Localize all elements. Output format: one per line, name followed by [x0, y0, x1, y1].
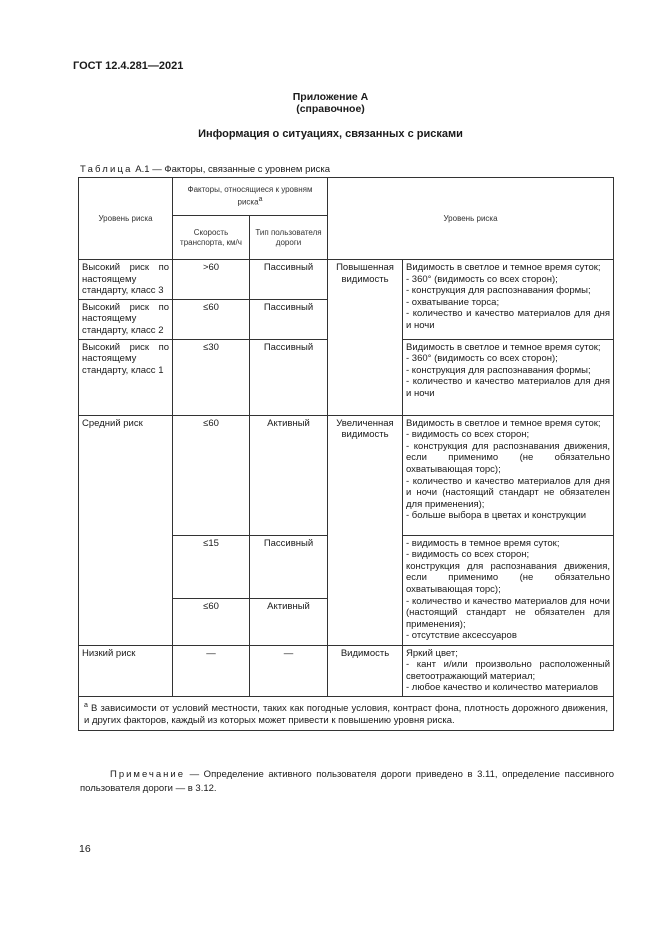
cell-level: Высокий риск по настоящему стандарту, класс 2 — [79, 299, 173, 339]
cell-user: Пассивный — [250, 535, 328, 598]
description-line: Видимость в светлое и темное время суток; — [406, 262, 601, 273]
table-note — [80, 768, 614, 796]
description-line: - количество и качество материалов для дня и ночи — [406, 308, 610, 331]
appendix-title: Приложение А — [292, 91, 369, 103]
cell-speed: ≤60 — [173, 299, 250, 339]
cell-speed: ≤60 — [173, 415, 250, 535]
cell-user: Пассивный — [250, 299, 328, 339]
description-line: - количество и качество материалов для дня и ночи (настоящий стандарт не обязателен для применения); — [406, 475, 610, 510]
cell-user: Активный — [250, 415, 328, 535]
description-line: - охватывание торса; — [406, 296, 500, 308]
table-footnote-row — [79, 696, 614, 730]
description-line: - 360° (видимость со всех сторон); — [406, 273, 558, 285]
description-line: Яркий цвет; — [406, 647, 458, 659]
description-line: - кант и/или произвольно расположенный светоотражающий материал; — [406, 659, 610, 682]
note-label: Примечание — [110, 769, 185, 780]
page-number: 16 — [79, 843, 91, 855]
document-header: ГОСТ 12.4.281—2021 — [73, 60, 184, 72]
description-line: - конструкция для распознавания движения, если применимо (не обязательно охватывающая торс); — [406, 440, 610, 475]
description-line: - любое качество и количество материалов — [406, 682, 599, 694]
header-factors-text: Факторы, относящиеся к уровням риска — [187, 185, 313, 207]
description-line: конструкция для распознавания движения, если применимо (не обязательно охватывающая торс); — [406, 560, 610, 595]
cell-speed: ≤60 — [173, 598, 250, 645]
description-line: - конструкция для распознавания формы; — [406, 364, 591, 376]
table-caption-number: А.1 — [135, 164, 150, 175]
header-risk-level-right: Уровень риска — [328, 178, 614, 260]
table-footnote — [79, 696, 614, 730]
header-risk-level: Уровень риска — [79, 178, 173, 260]
table-header-row — [79, 178, 614, 216]
section-title: Информация о ситуациях, связанных с рисками — [198, 128, 463, 140]
cell-speed: ≤15 — [173, 535, 250, 598]
table-caption-label: Таблица — [80, 164, 133, 175]
cell-speed: ≤30 — [173, 339, 250, 415]
description-line: - количество и качество материалов для ночи (настоящий стандарт не обязателен для применения); — [406, 595, 610, 630]
appendix-subtitle: (справочное) — [296, 103, 365, 115]
description-line: - конструкция для распознавания формы; — [406, 285, 591, 297]
header-factors-group — [173, 178, 328, 216]
cell-level: Высокий риск по настоящему стандарту, класс 3 — [79, 260, 173, 300]
cell-user: Активный — [250, 598, 328, 645]
cell-visibility: Увеличенная видимость — [328, 415, 403, 645]
footnote-mark: a — [84, 701, 88, 709]
table-row — [79, 415, 614, 535]
cell-description — [403, 260, 614, 340]
description-line: Видимость в светлое и темное время суток; — [406, 417, 601, 429]
description-line: - отсутствие аксессуаров — [406, 630, 517, 642]
cell-description — [403, 415, 614, 535]
cell-description — [403, 645, 614, 696]
description-line: - 360° (видимость со всех сторон); — [406, 353, 558, 365]
description-line: - видимость со всех сторон; — [406, 429, 530, 441]
cell-description — [403, 535, 614, 645]
note-text: — Определение активного пользователя дороги приведено в 3.11, определение пассивного пользователя дороги — в 3.12. — [80, 769, 614, 794]
cell-user: — — [250, 645, 328, 696]
header-user-type: Тип пользователя дороги — [250, 216, 328, 260]
table-caption — [80, 164, 330, 175]
footnote-text: В зависимости от условий местности, таких как погодные условия, контраст фона, плотность дорожного движения, и других факторов, каждый из которых может привести к повышению уровня риска. — [84, 703, 608, 727]
header-footnote-mark: a — [258, 196, 263, 204]
description-line: - количество и качество материалов для дня и ночи — [406, 376, 610, 399]
cell-level: Средний риск — [79, 415, 173, 645]
description-line: Видимость в светлое и темное время суток; — [406, 341, 601, 353]
header-speed: Скорость транспорта, км/ч — [173, 216, 250, 260]
cell-description — [403, 339, 614, 415]
cell-speed: — — [173, 645, 250, 696]
cell-speed: >60 — [173, 260, 250, 300]
table-caption-text: — Факторы, связанные с уровнем риска — [152, 164, 331, 175]
description-line: - видимость со всех сторон; — [406, 549, 530, 561]
description-line: - видимость в темное время суток; — [406, 537, 560, 549]
cell-visibility: Видимость — [328, 645, 403, 696]
cell-visibility: Повышенная видимость — [328, 260, 403, 416]
description-line: - больше выбора в цветах и конструкции — [406, 510, 587, 522]
cell-user: Пассивный — [250, 260, 328, 300]
risk-factors-table — [78, 177, 614, 731]
table-row — [79, 260, 614, 300]
cell-level: Низкий риск — [79, 645, 173, 696]
cell-user: Пассивный — [250, 339, 328, 415]
table-row — [79, 645, 614, 696]
cell-level: Высокий риск по настоящему стандарту, класс 1 — [79, 339, 173, 415]
